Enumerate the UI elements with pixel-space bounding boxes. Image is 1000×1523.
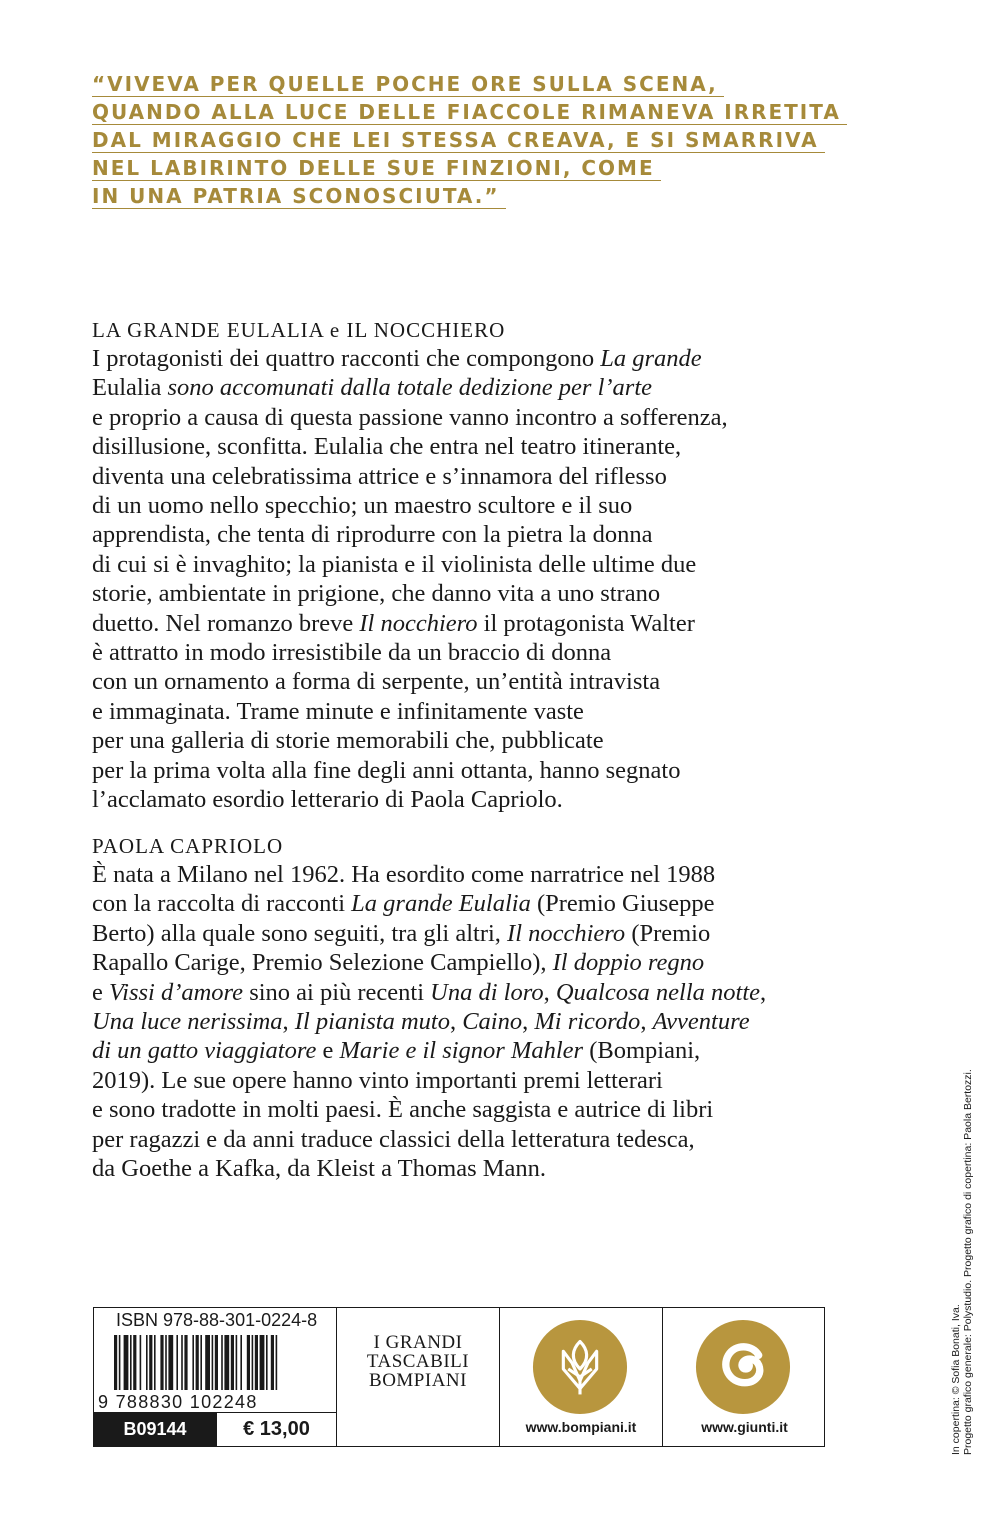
barcode-bar [255,1335,258,1390]
text-line [92,919,766,948]
barcode-number: 9 788830 102248 [98,1392,258,1412]
barcode-bar [276,1335,278,1390]
barcode-bar [124,1335,129,1390]
quote-line: QUANDO ALLA LUCE DELLE FIACCOLE RIMANEVA IRRETITA [92,100,847,125]
text-line: per la prima volta alla fine degli anni ottanta, hanno segnato [92,756,681,784]
italic-title: Marie e il signor Mahler [339,1037,584,1065]
barcode-bar [133,1335,136,1390]
italic-title: sono accomunati dalla totale dedizione per l’arte [161,374,653,402]
quote-line: DAL MIRAGGIO CHE LEI STESSA CREAVA, E SI SMARRIVA [92,128,825,153]
italic-title: Una di loro [430,978,544,1006]
text-line: di cui si è invaghito; la pianista e il violinista delle ultime due [92,550,697,578]
barcode [114,1335,329,1390]
barcode-bar [196,1335,199,1390]
barcode-bar [247,1335,250,1390]
giunti-cell [663,1308,826,1446]
text-segment: sino ai più recenti [243,978,431,1006]
barcode-bar [231,1335,234,1390]
bompiani-logo-icon [531,1318,629,1416]
barcode-bar [168,1335,173,1390]
barcode-bar [215,1335,218,1390]
text-segment: , [760,978,767,1006]
giunti-logo-icon [694,1318,792,1416]
barcode-bar [130,1335,132,1390]
text-line: È nata a Milano nel 1962. Ha esordito come narratrice nel 1988 [92,861,716,888]
bompiani-cell [500,1308,663,1446]
text-segment: , [640,1008,653,1036]
text-segment: e [92,978,109,1006]
text-line: diventa una celebratissima attrice e s’innamora del riflesso [92,462,667,490]
text-line: apprendista, che tenta di riprodurre con la pietra la donna [92,521,653,549]
barcode-bar [224,1335,229,1390]
price: € 13,00 [216,1412,336,1446]
quote-line: “VIVEVA PER QUELLE POCHE ORE SULLA SCENA, [92,72,724,97]
barcode-bar [165,1335,167,1390]
text-line: per una galleria di storie memorabili che, pubblicate [92,727,604,755]
text-segment: Berto) alla quale sono seguiti, tra gli altri, [92,919,508,947]
text-line: storie, ambientate in prigione, che danno vita a uno strano [92,580,661,608]
text-line: 2019). Le sue opere hanno vinto importanti premi letterari [92,1066,663,1094]
barcode-bar [146,1335,148,1390]
text-segment: Rapallo Carige, Premio Selezione Campiello), [92,949,553,977]
author-heading: PAOLA CAPRIOLO [92,834,284,858]
barcode-bar [271,1335,274,1390]
text-segment: , [282,1008,295,1036]
text-line: e proprio a causa di questa passione vanno incontro a sofferenza, [92,403,728,431]
author-bio [92,860,766,1183]
italic-title: Avventure [652,1008,750,1036]
text-line: è attratto in modo irresistibile da un braccio di donna [92,639,612,667]
text-segment: , [543,978,556,1006]
barcode-bar [205,1335,210,1390]
barcode-bar [240,1335,242,1390]
italic-title: Una luce nerissima [92,1008,283,1036]
barcode-bar [154,1335,156,1390]
barcode-bar [114,1335,117,1390]
text-segment: , [449,1008,463,1036]
italic-title: Caino [462,1008,523,1036]
quote-line: NEL LABIRINTO DELLE SUE FINZIONI, COME [92,156,661,181]
text-segment: Eulalia [92,374,162,402]
series-line: BOMPIANI [369,1370,467,1391]
barcode-bar [221,1335,223,1390]
text-segment: e [316,1037,340,1065]
cover-credits [950,1060,974,1455]
text-line [92,373,728,402]
text-segment: il protagonista Walter [477,609,695,637]
text-segment: , [522,1008,535,1036]
isbn-label: ISBN 978-88-301-0224-8 [116,1310,318,1330]
barcode-bar [184,1335,187,1390]
italic-title: Vissi d’amore [109,978,244,1006]
text-segment: I protagonisti dei quattro racconti che compongono [92,345,601,372]
barcode-bar [160,1335,163,1390]
text-line [92,889,766,918]
text-segment: (Premio Giuseppe [530,890,715,918]
barcode-bar [140,1335,142,1390]
series-logo [337,1333,499,1390]
isbn-cell [94,1308,337,1446]
credits-line: In copertina: © Sofia Bonati, Iva. [950,1304,962,1455]
text-line [92,978,766,1007]
text-line: l’acclamato esordio letterario di Paola Capriolo. [92,786,563,814]
bompiani-url: www.bompiani.it [525,1419,637,1435]
cover-info-box [93,1307,825,1447]
barcode-bar [119,1335,121,1390]
credits-line: Progetto grafico generale: Polystudio. Progetto grafico di copertina: Paola Bertozzi. [962,1069,974,1455]
series-cell [337,1308,500,1446]
text-line [92,1007,766,1036]
barcode-bar [200,1335,202,1390]
italic-title: di un gatto viaggiatore [92,1037,317,1065]
text-line [92,948,766,977]
giunti-url: www.giunti.it [701,1419,788,1435]
text-segment: (Bompiani, [583,1037,701,1065]
barcode-bar [181,1335,183,1390]
text-line [92,609,728,638]
text-line: disillusione, sconfitta. Eulalia che entra nel teatro itinerante, [92,433,682,461]
barcode-bar [149,1335,152,1390]
barcode-bar [236,1335,238,1390]
product-code: B09144 [94,1412,216,1446]
text-segment: duetto. Nel romanzo breve [92,609,360,637]
italic-title: Il nocchiero [507,919,626,947]
barcode-bar [260,1335,265,1390]
back-cover-quote [92,72,847,212]
italic-title: Il doppio regno [552,949,705,977]
quote-line: IN UNA PATRIA SCONOSCIUTA.” [92,184,506,209]
text-line: e immaginata. Trame minute e infinitamente vaste [92,697,584,725]
text-line: da Goethe a Kafka, da Kleist a Thomas Mann. [92,1155,547,1183]
text-line: con un ornamento a forma di serpente, un’entità intravista [92,668,661,696]
text-line [92,1036,766,1065]
barcode-bar [192,1335,194,1390]
barcode-bar [212,1335,214,1390]
text-segment: (Premio [625,919,711,947]
text-line: per ragazzi e da anni traduce classici della letteratura tedesca, [92,1125,695,1153]
text-segment: con la raccolta di racconti [92,890,352,918]
series-line: I GRANDI [373,1332,463,1353]
barcode-bar [176,1335,178,1390]
italic-title: Il nocchiero [359,609,478,637]
series-line: TASCABILI [366,1351,470,1372]
italic-title: La grande Eulalia [351,890,531,918]
barcode-bar [266,1335,268,1390]
book-description [92,344,728,815]
text-line [92,344,728,373]
barcode-bar [252,1335,254,1390]
italic-title: Qualcosa nella notte [555,978,760,1006]
italic-title: La grande [600,345,702,372]
italic-title: Il pianista muto [294,1008,450,1036]
text-line: di un uomo nello specchio; un maestro scultore e il suo [92,492,633,520]
text-line: e sono tradotte in molti paesi. È anche saggista e autrice di libri [92,1096,714,1124]
book-heading: LA GRANDE EULALIA e IL NOCCHIERO [92,318,506,342]
italic-title: Mi ricordo [534,1008,641,1036]
